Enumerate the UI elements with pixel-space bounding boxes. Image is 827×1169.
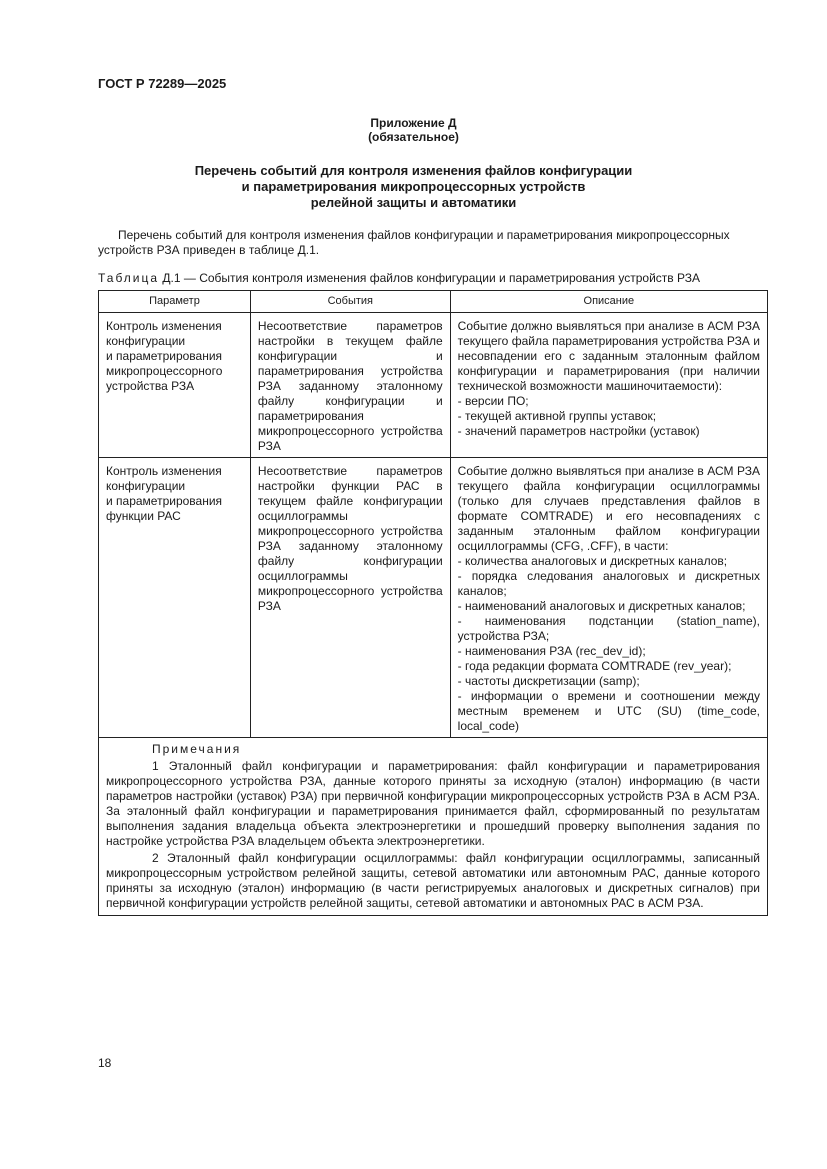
- notes-title: Примечания: [152, 742, 242, 756]
- notes-cell: [99, 738, 768, 916]
- appendix-label: Приложение Д: [370, 116, 457, 130]
- appendix-title: [0, 163, 827, 211]
- description-item: - порядка следования аналоговых и дискретных каналов;: [457, 569, 760, 598]
- param-line: устройства РЗА: [106, 379, 195, 393]
- description-item: - года редакции формата COMTRADE (rev_year);: [457, 659, 732, 673]
- header-description: Описание: [450, 291, 767, 313]
- param-cell: [99, 458, 251, 738]
- description-text: Событие должно выявляться при анализе в АСМ РЗА текущего файла параметрирования устройства РЗА и несовпадении его с заданным эталонным файлом конфигурации и параметрирования (при наличии технической возможности машиночитаемости):: [457, 319, 760, 393]
- description-item: - версии ПО;: [457, 394, 529, 408]
- document-code: ГОСТ Р 72289—2025: [98, 76, 227, 91]
- description-cell: [450, 313, 767, 458]
- param-line: и параметрирования: [106, 349, 223, 363]
- table-caption-text: Д.1 — События контроля изменения файлов конфигурации и параметрирования устройств РЗА: [159, 271, 700, 285]
- param-line: микропроцессорного: [106, 364, 223, 378]
- description-item: - наименований аналоговых и дискретных каналов;: [457, 599, 746, 613]
- appendix-title-line: релейной защиты и автоматики: [310, 195, 517, 210]
- param-line: Контроль изменения: [106, 464, 222, 478]
- description-text: Событие должно выявляться при анализе в АСМ РЗА текущего файла конфигурации осциллограммы (только для случаев представления файлов в формате COMTRADE) и его несовпадениях с заданным эталонным файлом конфигурации осциллограммы (CFG, .CFF), в части:: [457, 464, 760, 553]
- appendix-heading: [0, 116, 827, 144]
- appendix-title-line: и параметрирования микропроцессорных устройств: [241, 179, 586, 194]
- description-item: - частоты дискретизации (samp);: [457, 674, 640, 688]
- description-item: - текущей активной группы уставок;: [457, 409, 657, 423]
- description-item: - значений параметров настройки (уставок): [457, 424, 700, 438]
- event-cell: Несоответствие параметров настройки в текущем файле конфигурации и параметрирования устройства РЗА заданному эталонному файлу конфигурации и параметрирования микропроцессорного устройства РЗА: [250, 313, 450, 458]
- param-line: конфигурации: [106, 334, 186, 348]
- note-item: 2 Эталонный файл конфигурации осциллограммы: файл конфигурации осциллограммы, записанный микропроцессорным устройством релейной защиты, сетевой автоматики или автономным РАС, данные которого приняты за исходную (эталон) информацию (в части регистрируемых аналоговых и дискретных сигналов) при первичной конфигурации устройств релейной защиты, сетевой автоматики и автономных РАС в АСМ РЗА.: [106, 851, 760, 910]
- param-line: и параметрирования: [106, 494, 223, 508]
- table-row: [99, 313, 768, 458]
- table-caption-prefix: Таблица: [98, 271, 160, 285]
- description-item: - наименования подстанции (station_name), устройства РЗА;: [457, 614, 760, 643]
- header-parameter: Параметр: [99, 291, 251, 313]
- table-header-row: [99, 291, 768, 313]
- description-item: - информации о времени и соотношении между местным временем и UTC (SU) (time_code, local_code): [457, 689, 760, 733]
- event-cell: Несоответствие параметров настройки функции РАС в текущем файле конфигурации осциллограммы микропроцессорного устройства РЗА заданному эталонному файлу конфигурации осциллограммы микропроцессорного устройства РЗА: [250, 458, 450, 738]
- events-table: [98, 290, 768, 916]
- appendix-status: (обязательное): [368, 130, 459, 144]
- table-row: [99, 458, 768, 738]
- intro-paragraph: Перечень событий для контроля изменения файлов конфигурации и параметрирования микропроцессорных устройств РЗА приведен в таблице Д.1.: [98, 228, 730, 257]
- param-cell: [99, 313, 251, 458]
- table-caption: [98, 271, 700, 285]
- description-item: - количества аналоговых и дискретных каналов;: [457, 554, 728, 568]
- param-line: Контроль изменения: [106, 319, 222, 333]
- param-line: функции РАС: [106, 509, 181, 523]
- description-cell: [450, 458, 767, 738]
- description-item: - наименования РЗА (rec_dev_id);: [457, 644, 646, 658]
- notes-row: [99, 738, 768, 916]
- note-item: 1 Эталонный файл конфигурации и параметрирования: файл конфигурации и параметрирования микропроцессорного устройства РЗА, данные которого приняты за исходную (эталон) информацию (в части параметров настройки (уставок) РЗА) при первичной конфигурации микропроцессорных устройств РЗА в АСМ РЗА. За эталонный файл конфигурации и параметрирования принимается файл, сформированный по результатам выполнения задания владельца объекта электроэнергетики и прошедший проверку выполнения задания по настройке устройства РЗА владельцем объекта электроэнергетики.: [106, 759, 760, 848]
- page-number: 18: [98, 1056, 112, 1070]
- param-line: конфигурации: [106, 479, 186, 493]
- appendix-title-line: Перечень событий для контроля изменения файлов конфигурации: [194, 163, 633, 178]
- header-events: События: [250, 291, 450, 313]
